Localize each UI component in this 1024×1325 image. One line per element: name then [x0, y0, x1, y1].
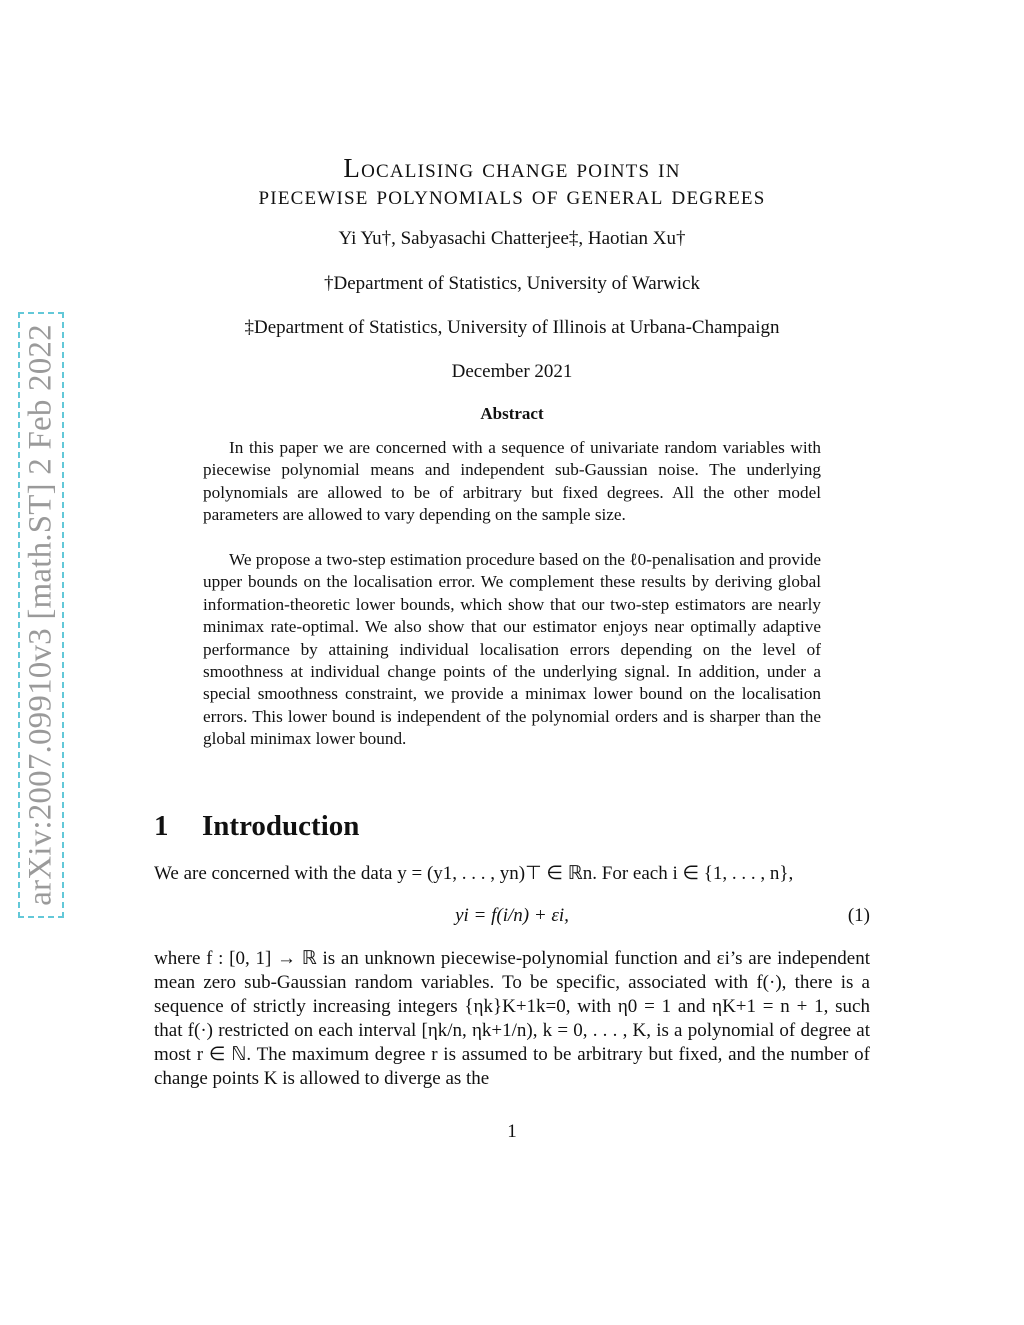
intro-text-1: We are concerned with the data y = (y1, . . . , yn)⊤ ∈ ℝn. For each i ∈ {1, . . . , n}, [154, 863, 794, 884]
intro-paragraph-2 [154, 947, 870, 1091]
section-title: Introduction [202, 810, 360, 842]
section-heading [154, 810, 359, 843]
title-line-2: piecewise polynomials of general degrees [258, 180, 766, 210]
equation-body: yi = f(i/n) + εi, [455, 905, 569, 926]
title-line-1: Localising change points in [343, 153, 681, 183]
date: December 2021 [451, 361, 573, 382]
intro-text-2: where f : [0, 1] → ℝ is an unknown piecewise-polynomial function and εi’s are independent mean zero sub-Gaussian random variables. To be specific, associated with f(·), there is a sequence of strictly increasing integers {ηk}K+1k=0, with η0 = 1 and ηK+1 = n + 1, such that f(·) restricted on each interval [ηk/n, ηk+1/n), k = 0, . . . , K, is a polynomial of degree at most r ∈ ℕ. The maximum degree r is assumed to be arbitrary but fixed, and the number of change points K is allowed to diverge as the [154, 948, 870, 1089]
abstract-text-2: We propose a two-step estimation procedure based on the ℓ0-penalisation and provide upper bounds on the localisation error. We complement these results by deriving global information-theoretic lower bounds, which show that our two-step estimators are nearly minimax rate-optimal. We also show that our estimator enjoys near optimally adaptive performance by attaining individual localisation errors depending on the level of smoothness at individual change points of the underlying signal. In addition, under a special smoothness constraint, we provide a minimax lower bound on the localisation errors. This lower bound is independent of the polynomial orders and is sharper than the global minimax lower bound. [203, 550, 821, 749]
section-number: 1 [154, 810, 169, 842]
authors: Yi Yu†, Sabyasachi Chatterjee‡, Haotian Xu† [338, 228, 686, 249]
equation-1 [154, 905, 870, 931]
arxiv-identifier[interactable]: arXiv:2007.09910v3 [math.ST] 2 Feb 2022 [22, 324, 59, 906]
affiliation-illinois: ‡Department of Statistics, University of Illinois at Urbana-Champaign [244, 317, 780, 338]
abstract-text-1: In this paper we are concerned with a sequence of univariate random variables with piecewise polynomial means and independent sub-Gaussian noise. The underlying polynomials are allowed to be of arbitrary but fixed degrees. All the other model parameters are allowed to vary depending on the sample size. [203, 438, 821, 525]
intro-paragraph-1 [154, 862, 870, 886]
abstract-paragraph-1 [203, 437, 821, 527]
page-number: 1 [507, 1121, 517, 1142]
abstract-heading: Abstract [480, 404, 544, 423]
affiliation-warwick: †Department of Statistics, University of Warwick [324, 273, 700, 294]
arxiv-stamp [18, 312, 64, 918]
equation-number: (1) [847, 905, 870, 926]
abstract-paragraph-2 [203, 549, 821, 751]
